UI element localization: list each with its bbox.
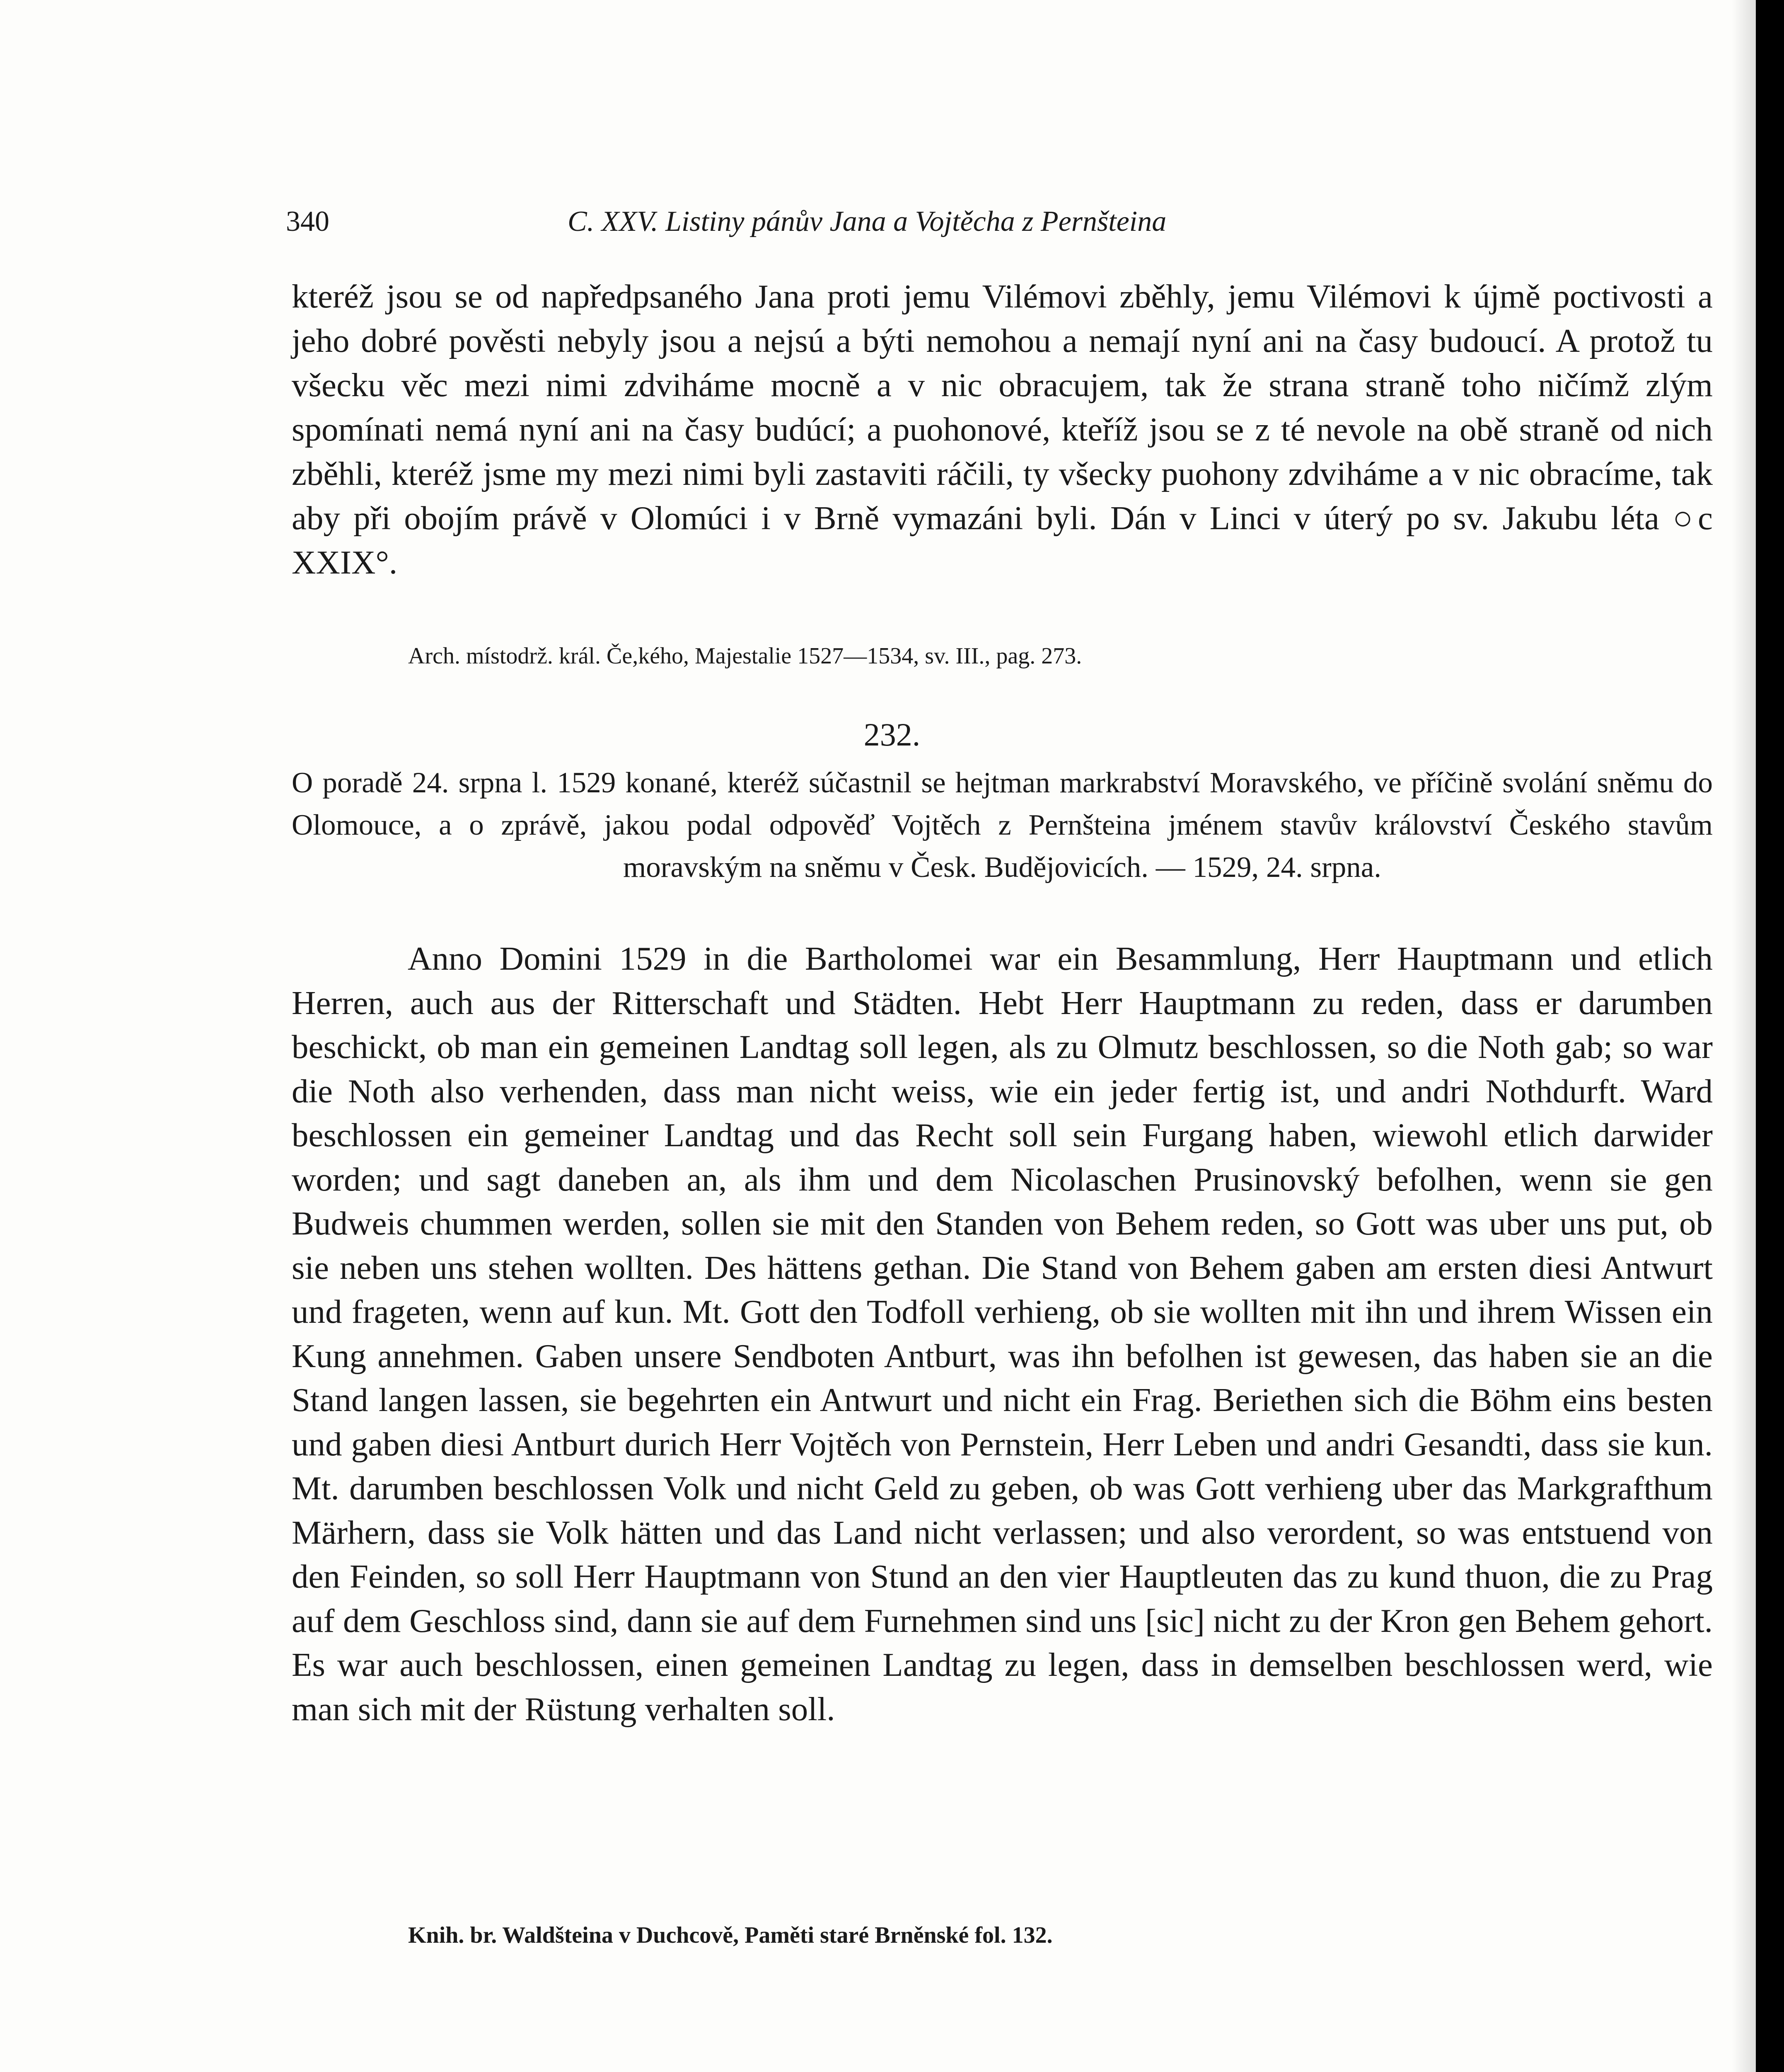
- continuation-block: [292, 274, 1713, 585]
- running-title: C. XXV. Listiny pánův Jana a Vojtěcha z Pernšteina: [568, 206, 1167, 237]
- page-edge-shadow: [1732, 0, 1756, 2072]
- page-header: [286, 199, 1309, 244]
- continuation-paragraph: kteréž jsou se od napředpsaného Jana proti jemu Vilémovi zběhly, jemu Vilémovi k újmě poctivosti a jeho dobré pověsti nebyly jsou a nejsú a býti nemohou a nemají nyní ani na časy budoucí. A protož tu všecku věc mezi nimi zdviháme mocně a v nic obracujem, tak že strana straně toho ničímž zlým spomínati nemá nyní ani na časy budúcí; a puohonové, kteříž jsou se z té nevole na obě straně od nich zběhli, kteréž jsme my mezi nimi byli zastaviti ráčili, ty všecky puohony zdviháme a v nic obracíme, tak aby při obojím právě v Olomúci i v Brně vymazáni byli. Dán v Linci v úterý po sv. Jakubu léta ○c XXIX°.: [292, 278, 1713, 581]
- document-paragraph: Anno Domini 1529 in die Bartholomei war ein Besammlung, Herr Hauptmann und etlich Herren, auch aus der Ritterschaft und Städten. Hebt Herr Hauptmann zu reden, dass er darumben beschickt, ob man ein gemeinen Landtag soll legen, als zu Olmutz beschlossen, so die Noth gab; so war die Noth also verhenden, dass man nicht weiss, wie ein jeder fertig ist, und andri Nothdurft. Ward beschlossen ein gemeiner Landtag und das Recht soll sein Furgang haben, wiewohl etlich darwider worden; und sagt daneben an, als ihm und dem Nicolaschen Prusinovský befolhen, wenn sie gen Budweis chummen werden, sollen sie mit den Standen von Behem reden, so Gott was uber uns put, ob sie neben uns stehen wollten. Des hättens gethan. Die Stand von Behem gaben am ersten diesi Antwurt und frageten, wenn auf kun. Mt. Gott den Todfoll verhieng, ob sie wollten mit ihn und ihrem Wissen ein Kung annehmen. Gaben unsere Sendboten Antburt, was ihn befolhen ist gewesen, das haben sie an die Stand langen lassen, sie begehrten ein Antwurt und nicht ein Frag. Beriethen sich die Böhm eins besten und gaben diesi Antburt durich Herr Vojtěch von Pernstein, Herr Leben und andri Gesandti, dass sie kun. Mt. darumben beschlossen Volk und nicht Geld zu geben, ob was Gott verhieng uber das Markgrafthum Märhern, dass sie Volk hätten und das Land nicht verlassen; und also verordent, so was entstuend von den Feinden, so soll Herr Hauptmann von Stund an den vier Hauptleuten das zu kund thuon, die zu Prag auf dem Geschloss sind, dann sie auf dem Furnehmen sind uns [sic] nicht zu der Kron gen Behem gehort. Es war auch beschlossen, einen gemeinen Landtag zu legen, dass in demselben beschlossen werd, wie man sich mit der Rüstung verhalten soll.: [292, 940, 1713, 1728]
- document-number: 232.: [863, 716, 921, 753]
- document-summary: O poradě 24. srpna l. 1529 konané, kteréž súčastnil se hejtman markrabství Moravského, ve příčině svolání sněmu do Olomouce, a o zprávě, jakou podal odpověď Vojtěch z Pernšteina jménem stavův království Českého stavům moravským na sněmu v Česk. Budějovicích. — 1529, 24. srpna.: [292, 767, 1713, 884]
- page-number: 340: [286, 206, 329, 237]
- archive-citation: Arch. místodrž. král. Če,kého, Majestalie 1527—1534, sv. III., pag. 273.: [408, 643, 1082, 669]
- source-citation: Knih. br. Waldšteina v Duchcově, Paměti staré Brněnské fol. 132.: [408, 1922, 1053, 1948]
- document-body: [292, 937, 1713, 1731]
